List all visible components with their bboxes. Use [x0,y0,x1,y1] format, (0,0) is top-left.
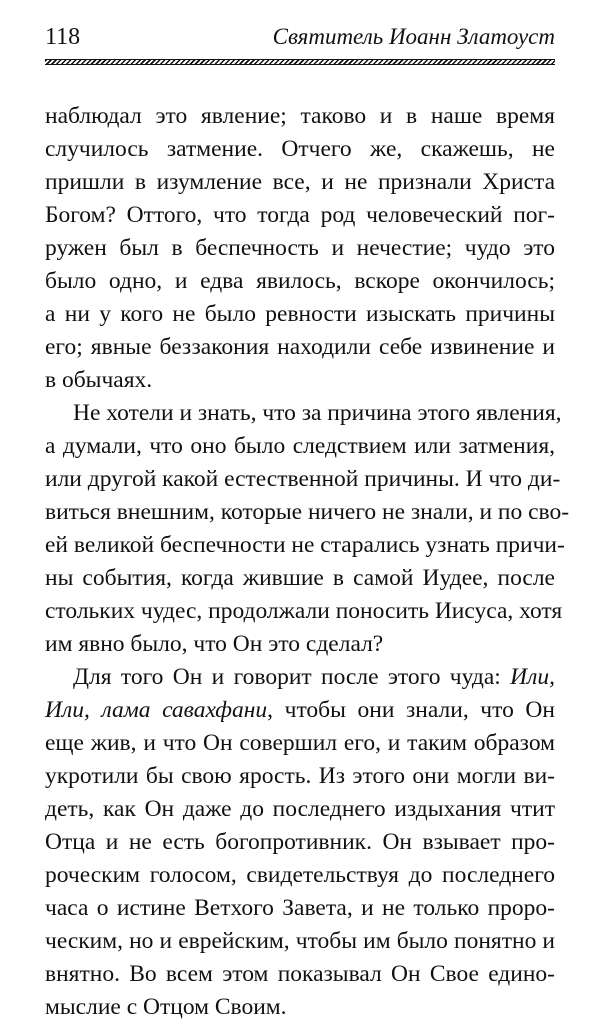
body-text [45,100,570,1024]
text-segment: укротили бы свою ярость. Из этого они могли ви- [45,763,555,789]
text-line [45,298,555,331]
text-line [45,661,555,694]
text-segment: виться внешним, которые ничего не знали, и по сво- [45,499,570,525]
text-line [45,133,555,166]
text-line [45,364,555,397]
text-segment: в обычаях. [45,367,153,393]
text-line [45,859,555,892]
text-segment: наблюдал это явление; таково и в наше время [45,103,555,129]
text-line [45,694,555,727]
text-line [45,925,555,958]
text-line [45,331,555,364]
text-segment: стольких чудес, продолжали поносить Иисуса, хотя [45,598,563,624]
text-line [45,826,555,859]
text-line [45,628,555,661]
text-line [45,430,555,463]
page-number: 118 [45,24,81,50]
text-line [45,166,555,199]
text-segment: Отца и не есть богопротивник. Он взывает про- [45,829,555,855]
text-line [45,397,562,430]
text-segment: , чтобы они знали, что Он [267,697,555,723]
text-line [45,100,555,133]
text-line [45,595,563,628]
text-line [45,958,555,991]
text-segment: роческим голосом, свидетельствуя до последнего [45,862,555,888]
text-segment: пришли в изумление все, и не признали Христа [45,169,555,195]
text-line [45,991,555,1024]
text-segment: Для того Он и говорит после этого чуда: [73,664,511,690]
italic-quote: Или, [510,664,555,690]
text-line [45,232,555,265]
running-header [45,22,555,58]
text-segment: ческим, но и еврейским, чтобы им было понятно и [45,928,555,954]
text-segment: ей великой беспечности не старались узнать причи- [45,532,565,558]
text-line [45,793,555,826]
text-segment: ружен был в беспечность и нечестие; чудо это [45,235,555,261]
text-line [45,562,555,595]
text-segment: часа о истине Ветхого Завета, и не только проро- [45,895,555,921]
running-title: Святитель Иоанн Златоуст [272,24,555,49]
text-segment: им явно было, что Он это сделал? [45,631,384,657]
ornamental-rule [45,59,555,65]
text-segment: мыслие с Отцом Своим. [45,994,287,1020]
text-line [45,892,555,925]
italic-quote: Или, лама савахфани [45,697,268,723]
text-segment: Не хотели и знать, что за причина этого явления, [73,400,562,426]
text-line [45,496,570,529]
text-line [45,760,555,793]
text-line [45,463,561,496]
text-line [45,265,555,298]
text-segment: а думали, что оно было следствием или затмения, [45,433,555,459]
text-line [45,727,555,760]
text-line [45,529,565,562]
text-segment: деть, как Он даже до последнего издыхания чтит [45,796,555,822]
text-segment: внятно. Во всем этом показывал Он Свое едино- [45,961,555,987]
text-segment: его; явные беззакония находили себе извинение и [45,334,555,360]
text-segment: случилось затмение. Отчего же, скажешь, не [45,136,555,162]
text-line [45,199,555,232]
text-segment: а ни у кого не было ревности изыскать причины [45,301,555,327]
text-segment: Богом? Оттого, что тогда род человеческий пог- [45,202,555,228]
text-segment: было одно, и едва явилось, вскоре окончилось; [45,268,555,294]
text-segment: еще жив, и что Он совершил его, и таким образом [45,730,555,756]
text-segment: ны события, когда жившие в самой Иудее, после [45,565,555,591]
text-segment: или другой какой естественной причины. И что ди- [45,466,561,492]
